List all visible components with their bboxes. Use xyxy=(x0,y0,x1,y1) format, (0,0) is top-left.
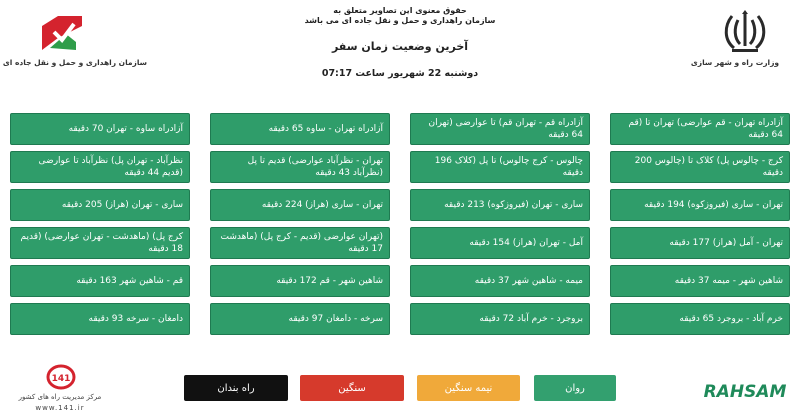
route-card[interactable] xyxy=(410,189,590,221)
route-text: تهران - ساری (هراز) 224 دقیقه xyxy=(261,200,383,210)
copyright-line-1: حقوق معنوی این تصاویر متعلق به xyxy=(333,6,467,15)
rahsam-text: RAHSAM xyxy=(703,382,787,402)
route-card[interactable] xyxy=(610,113,790,145)
route-card[interactable] xyxy=(610,303,790,335)
route-text: شاهین شهر - قم 172 دقیقه xyxy=(276,276,383,286)
route-card[interactable] xyxy=(410,265,590,297)
route-card[interactable] xyxy=(610,265,790,297)
route-card[interactable] xyxy=(10,265,190,297)
route-card[interactable] xyxy=(10,113,190,145)
route-text: آزادراه ساوه - تهران 70 دقیقه xyxy=(68,124,183,134)
route-card[interactable] xyxy=(210,303,390,335)
route-text: آزادراه تهران - ساوه 65 دقیقه xyxy=(268,124,383,134)
route-text: (تهران عوارضی (قدیم - کرج پل) (ماهدشت 17 دقیقه xyxy=(220,232,383,254)
legend-semi-heavy-button[interactable]: نیمه سنگین xyxy=(417,375,520,401)
logo-141-icon xyxy=(46,364,76,390)
legend-heavy-button[interactable]: سنگین xyxy=(300,375,404,401)
route-text: ساری - تهران (هراز) 205 دقیقه xyxy=(61,200,183,210)
route-card[interactable] xyxy=(410,303,590,335)
route-card[interactable] xyxy=(610,227,790,259)
route-card[interactable] xyxy=(10,227,190,259)
route-card[interactable] xyxy=(10,151,190,183)
route-text: شاهین شهر - میمه 37 دقیقه xyxy=(674,276,783,286)
route-text: ساری - تهران (فیروزکوه) 213 دقیقه xyxy=(444,200,583,210)
route-text: تهران - ساری (فیروزکوه) 194 دقیقه xyxy=(644,200,783,210)
route-card[interactable] xyxy=(210,113,390,145)
rahsam-logo-icon xyxy=(700,380,790,402)
legend-closed-button[interactable]: راه بندان xyxy=(184,375,288,401)
route-card[interactable] xyxy=(210,189,390,221)
route-text: نظرآباد - تهران پل) نظرآباد تا عوارضی (قدیم 44 دقیقه xyxy=(38,156,183,178)
route-text: سرخه - دامغان 97 دقیقه xyxy=(288,314,383,324)
route-text: آزادراه قم - تهران قم) تا عوارضی (تهران 64 دقیقه xyxy=(428,118,583,140)
copyright-notice xyxy=(250,6,550,26)
route-card[interactable] xyxy=(610,189,790,221)
route-card[interactable] xyxy=(210,227,390,259)
route-text: قم - شاهین شهر 163 دقیقه xyxy=(76,276,183,286)
road-center-url[interactable]: www.141.ir xyxy=(35,404,85,412)
rmto-logo-icon xyxy=(38,12,86,54)
route-grid xyxy=(10,113,790,335)
legend-smooth-button[interactable]: روان xyxy=(534,375,616,401)
route-card[interactable] xyxy=(10,189,190,221)
route-text: چالوس - کرج چالوس) تا پل (کلاک 196 دقیقه xyxy=(434,156,583,178)
page-title: آخرین وضعیت زمان سفر xyxy=(331,40,469,53)
route-text: بروجرد - خرم آباد 72 دقیقه xyxy=(479,314,583,324)
route-card[interactable] xyxy=(10,303,190,335)
route-text: تهران - نظرآباد عوارضی) قدیم تا پل (نظرآباد 43 دقیقه xyxy=(247,156,383,178)
route-card[interactable] xyxy=(210,151,390,183)
route-text: میمه - شاهین شهر 37 دقیقه xyxy=(474,276,583,286)
route-card[interactable] xyxy=(410,113,590,145)
copyright-line-2: سازمان راهداری و حمل و نقل جاده ای می باشد xyxy=(304,16,496,25)
route-card[interactable] xyxy=(410,151,590,183)
route-card[interactable] xyxy=(610,151,790,183)
route-text: کرج - چالوس پل) کلاک تا (چالوس 200 دقیقه xyxy=(634,156,783,178)
org-name-left: سازمان راهداری و حمل و نقل جاده ای xyxy=(2,58,148,67)
page-date: دوشنبه 22 شهریور ساعت 07:17 xyxy=(321,68,479,79)
route-text: خرم آباد - بروجرد 65 دقیقه xyxy=(679,314,783,324)
route-card[interactable] xyxy=(210,265,390,297)
route-text: دامغان - سرخه 93 دقیقه xyxy=(88,314,183,324)
org-name-right: وزارت راه و شهر سازی xyxy=(690,58,780,67)
route-text: آزادراه تهران - قم عوارضی) تهران تا (قم 64 دقیقه xyxy=(628,118,783,140)
route-text: تهران - آمل (هراز) 177 دقیقه xyxy=(669,238,783,248)
logo-141-text: 141 xyxy=(51,374,71,384)
route-card[interactable] xyxy=(410,227,590,259)
road-center-name: مرکز مدیریت راه های کشور xyxy=(18,393,102,401)
iran-emblem-icon xyxy=(722,10,768,54)
route-text: کرج پل) (ماهدشت - تهران عوارضی) (قدیم 18 دقیقه xyxy=(20,232,183,254)
route-text: آمل - تهران (هراز) 154 دقیقه xyxy=(469,238,583,248)
